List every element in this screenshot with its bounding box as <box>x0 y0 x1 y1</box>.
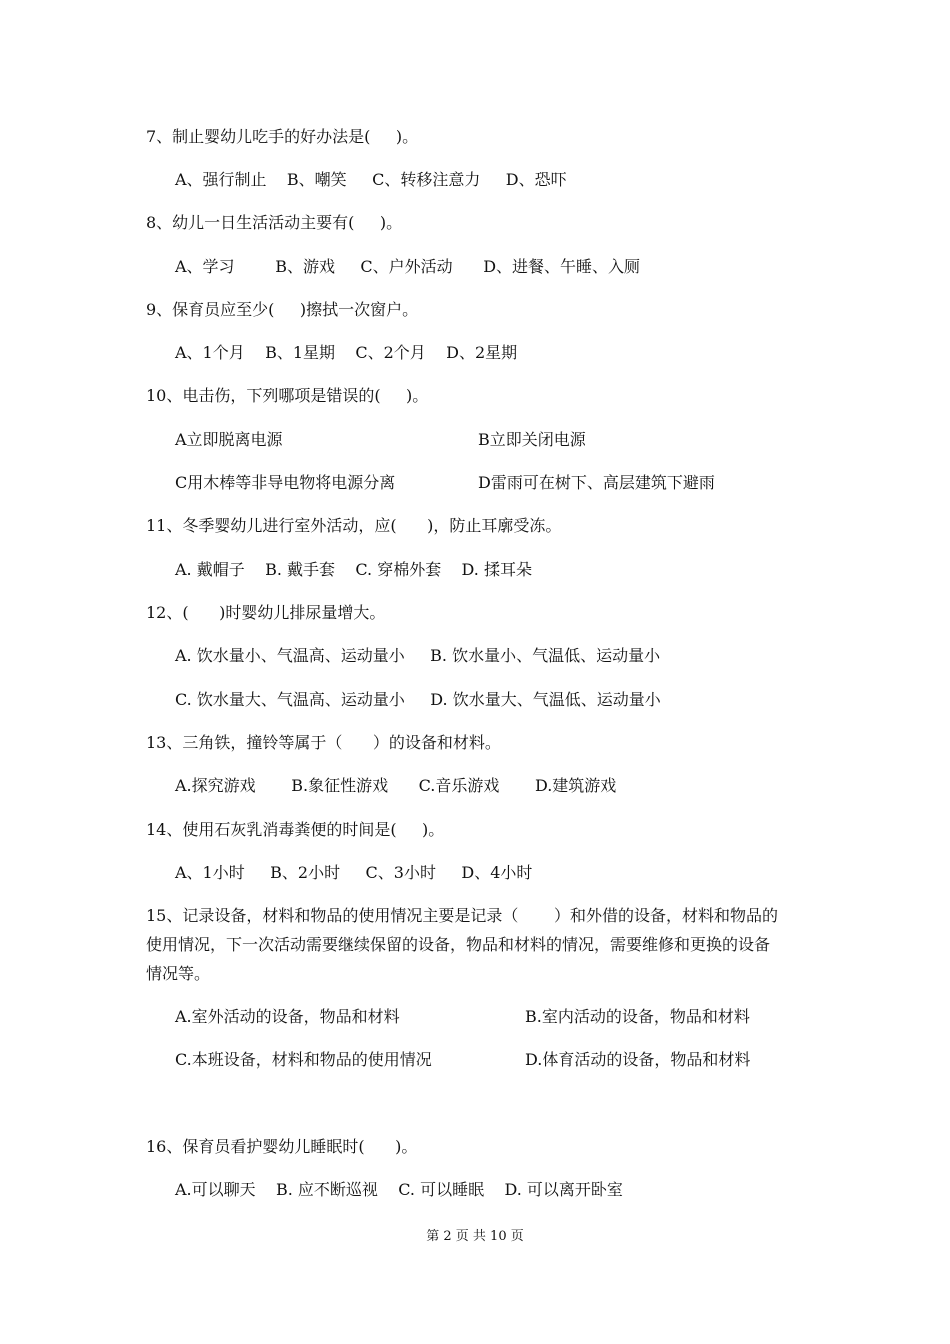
page-number: 第 2 页 共 10 页 <box>426 1229 524 1244</box>
question-10-option-c: C用木棒等非导电物将电源分离 <box>175 473 396 492</box>
question-16-stem: 16、保育员看护婴幼儿睡眠时( )。 <box>146 1137 418 1156</box>
question-9-stem: 9、保育员应至少( )擦拭一次窗户。 <box>146 300 419 319</box>
question-15-option-a: A.室外活动的设备，物品和材料 <box>175 1007 400 1026</box>
question-13-stem: 13、三角铁，撞铃等属于（ ）的设备和材料。 <box>146 733 501 752</box>
question-12-stem: 12、( )时婴幼儿排尿量增大。 <box>146 603 386 622</box>
question-12-options-row-1: A. 饮水量小、气温高、运动量小 B. 饮水量小、气温低、运动量小 <box>175 646 661 665</box>
question-7-options: A、强行制止 B、嘲笑 C、转移注意力 D、恐吓 <box>175 170 567 189</box>
question-9-options: A、1个月 B、1星期 C、2个月 D、2星期 <box>175 343 518 362</box>
question-15-stem-line-2: 使用情况，下一次活动需要继续保留的设备，物品和材料的情况，需要维修和更换的设备 <box>146 935 771 954</box>
question-8-options: A、学习 B、游戏 C、户外活动 D、进餐、午睡、入厕 <box>175 257 641 276</box>
question-8-stem: 8、幼儿一日生活活动主要有( )。 <box>146 213 403 232</box>
question-15-stem-line-3: 情况等。 <box>146 964 211 983</box>
question-14-stem: 14、使用石灰乳消毒粪便的时间是( )。 <box>146 820 445 839</box>
question-11-options: A. 戴帽子 B. 戴手套 C. 穿棉外套 D. 揉耳朵 <box>175 560 532 579</box>
question-16-options: A.可以聊天 B. 应不断巡视 C. 可以睡眠 D. 可以离开卧室 <box>175 1180 623 1199</box>
question-13-options: A.探究游戏 B.象征性游戏 C.音乐游戏 D.建筑游戏 <box>175 776 617 795</box>
question-10-option-b: B立即关闭电源 <box>478 430 586 449</box>
question-14-options: A、1小时 B、2小时 C、3小时 D、4小时 <box>175 863 533 882</box>
question-10-option-d: D雷雨可在树下、高层建筑下避雨 <box>478 473 715 492</box>
question-15-option-c: C.本班设备，材料和物品的使用情况 <box>175 1050 432 1069</box>
question-10-option-a: A立即脱离电源 <box>175 430 283 449</box>
question-15-option-b: B.室内活动的设备，物品和材料 <box>525 1007 750 1026</box>
question-12-options-row-2: C. 饮水量大、气温高、运动量小 D. 饮水量大、气温低、运动量小 <box>175 690 661 709</box>
question-15-stem-line-1: 15、记录设备，材料和物品的使用情况主要是记录（ ）和外借的设备，材料和物品的 <box>146 906 778 925</box>
question-7-stem: 7、制止婴幼儿吃手的好办法是( )。 <box>146 127 419 146</box>
question-11-stem: 11、冬季婴幼儿进行室外活动，应( )，防止耳廓受冻。 <box>146 516 562 535</box>
question-10-stem: 10、电击伤，下列哪项是错误的( )。 <box>146 386 429 405</box>
question-15-option-d: D.体育活动的设备，物品和材料 <box>525 1050 751 1069</box>
